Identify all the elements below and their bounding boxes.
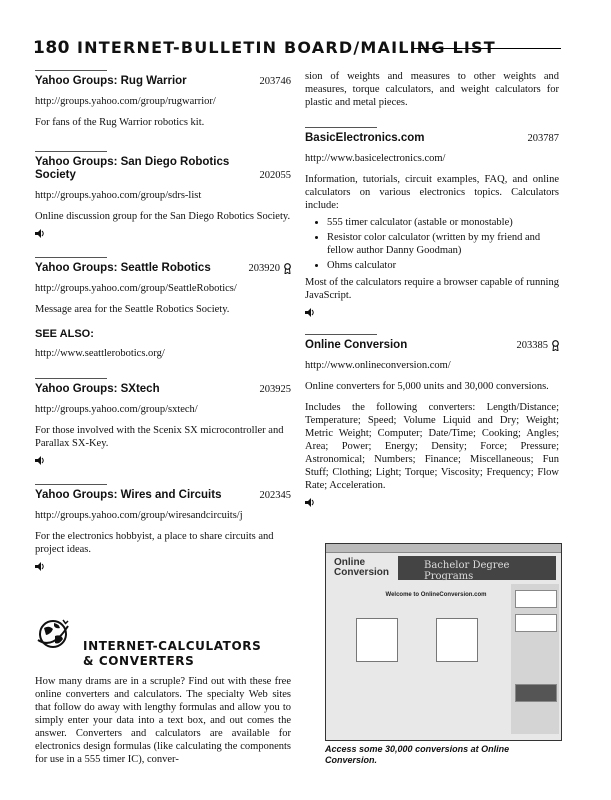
ad-banner-text: Bachelor Degree Programs [424,560,510,582]
entry-id: 203925 [259,384,291,395]
list-item: • Resistor color calculator (written by my friend and fellow author Danny Goodman) [327,231,559,257]
site-logo: Online Conversion [334,557,390,578]
entry-footer: Most of the calculators require a browser capable of running JavaScript. [305,277,559,301]
entry-description: For fans of the Rug Warrior robotics kit. [35,117,205,128]
entry-title: Yahoo Groups: Seattle Robotics [35,262,211,274]
entry-basic-electronics [305,127,559,322]
entry-description: For those involved with the Scenix SX microcontroller and Parallax SX-Key. [35,425,284,449]
sidebar-box [515,590,557,608]
award-ribbon-icon [284,263,291,274]
section-title-line1: INTERNET-CALCULATORS [83,639,262,653]
entry-rug-warrior [35,70,291,129]
entry-san-diego-robotics [35,151,291,243]
speaker-icon [305,498,315,507]
header-rule [413,48,561,49]
entry-id: 202345 [259,490,291,501]
website-screenshot [325,543,562,741]
section-heading [35,612,291,672]
left-column [35,70,291,576]
entry-divider [35,70,107,71]
sidebar-box [515,684,557,702]
entry-url[interactable]: http://groups.yahoo.com/group/sdrs-list [35,190,202,201]
page-header [33,38,561,60]
entry-description: Online converters for 5,000 units and 30,000 conversions. [305,381,549,392]
list-item: • Ohms calculator [327,259,559,272]
see-also-label: SEE ALSO: [35,328,94,340]
entry-description: For the electronics hobbyist, a place to share circuits and project ideas. [35,531,274,555]
entry-description: Online discussion group for the San Diego Robotics Society. [35,211,291,222]
entry-divider [305,334,377,335]
entry-description: Information, tutorials, circuit examples, FAQ, and online calculators on various electronics topics. Calculators include: [305,174,559,211]
entry-url[interactable]: http://groups.yahoo.com/group/SeattleRobotics/ [35,283,237,294]
section-title-line2: & CONVERTERS [83,654,195,668]
entry-title: Yahoo Groups: San Diego Robotics Society [35,156,230,181]
entry-description: Message area for the Seattle Robotics Society. [35,304,230,315]
entry-online-conversion [305,334,559,512]
entry-divider [35,484,107,485]
entry-title: Online Conversion [305,339,408,351]
site-sidebar [511,584,559,734]
entry-sxtech [35,378,291,470]
sidebar-box [515,614,557,632]
entry-url[interactable]: http://www.onlineconversion.com/ [305,360,451,371]
page-number: 180 [33,38,70,58]
welcome-heading: Welcome to OnlineConversion.com [385,592,487,598]
figure-caption: Access some 30,000 conversions at Online Conversion. [325,744,510,765]
entry-url[interactable]: http://groups.yahoo.com/group/wiresandcircuits/j [35,510,243,521]
entry-divider [305,127,377,128]
entry-id: 203920 [249,262,292,275]
entry-converter-list: Includes the following converters: Length/Distance; Temperature; Speed; Volume Liquid and Dry; Weight; Metric Weight; Computer; Date/Time; Cooking; Angles; Area; Power; Energy; Density; Force; Pressure; Astronomical; Numbers; Finance; Miscellaneous; Fun Stuff; Clothing; Light; Torque; Viscosity; Frequency; Flow Rate; Acceleration. [305,402,559,491]
entry-title: Yahoo Groups: SXtech [35,383,160,395]
entry-title: BasicElectronics.com [305,132,425,144]
continuation-text: sion of weights and measures to other weights and measures, torque calculators, and weight calculators for plastic and metal pieces. [305,71,559,108]
globe-icon [35,616,71,652]
entry-title: Yahoo Groups: Rug Warrior [35,75,187,87]
entry-id: 203746 [259,76,291,87]
entry-id: 202055 [259,170,291,181]
entry-url[interactable]: http://groups.yahoo.com/group/sxtech/ [35,404,198,415]
speaker-icon [35,562,45,571]
entry-divider [35,257,107,258]
section-intro: How many drams are in a scruple? Find out with these free online converters and calculators. The specialty Web sites that follow do away with lengthy formulas and allow you to simply enter your data into a text box, and out comes the answer. Converters and calculators are available for electronics design formulas (like calculating the components for use in a 555 timer IC), conver- [35,676,291,765]
see-also-url[interactable]: http://www.seattlerobotics.org/ [35,348,165,359]
list-item: • 555 timer calculator (astable or monostable) [327,216,559,229]
entry-title: Yahoo Groups: Wires and Circuits [35,489,222,501]
entry-url[interactable]: http://groups.yahoo.com/group/rugwarrior/ [35,96,216,107]
to-unit-list [436,618,478,662]
browser-toolbar [326,544,561,553]
calculator-list [305,216,559,272]
entry-id: 203385 [517,339,560,352]
from-unit-list [356,618,398,662]
speaker-icon [35,229,45,238]
entry-seattle-robotics [35,257,291,360]
speaker-icon [35,456,45,465]
entry-divider [35,378,107,379]
entry-url[interactable]: http://www.basicelectronics.com/ [305,153,446,164]
speaker-icon [305,308,315,317]
right-column [305,70,559,512]
entry-wires-and-circuits [35,484,291,576]
entry-id: 203787 [527,133,559,144]
page-title: INTERNET-BULLETIN BOARD/MAILING LIST [77,38,496,57]
entry-divider [35,151,107,152]
award-ribbon-icon [552,340,559,351]
